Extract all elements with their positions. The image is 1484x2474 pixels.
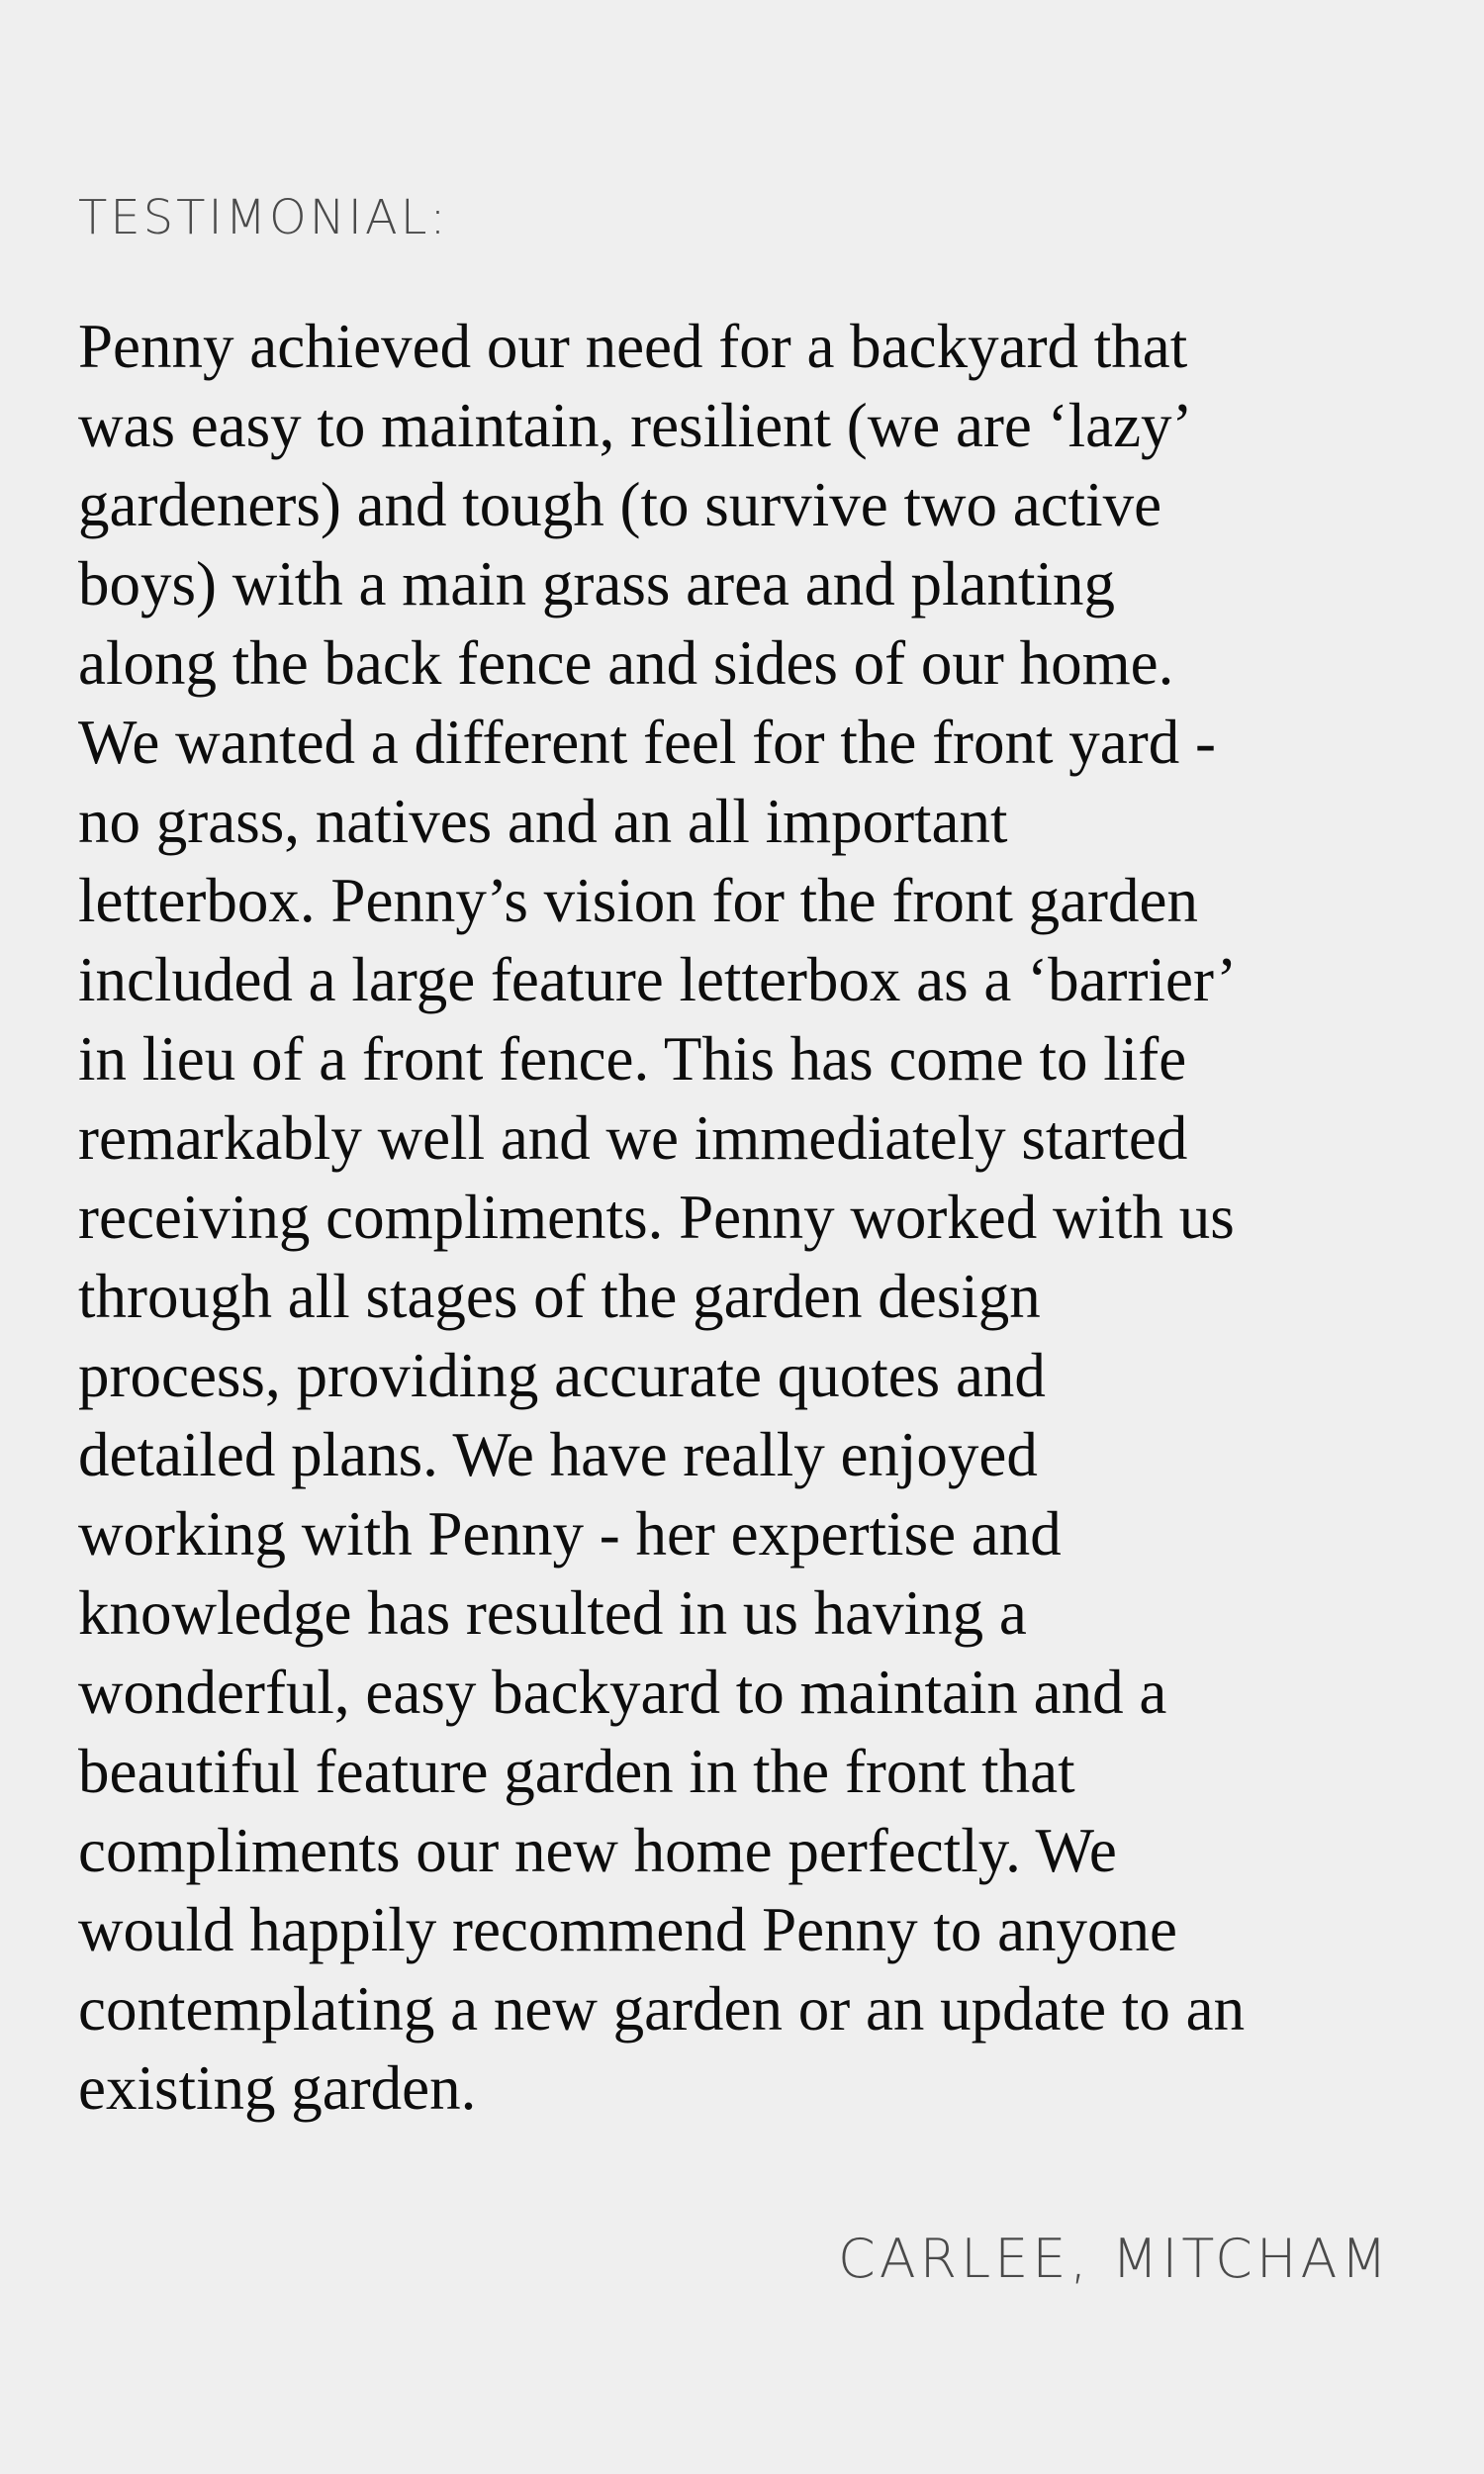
quote-line: boys) with a main grass area and planting <box>78 549 1115 618</box>
quote-line: working with Penny - her expertise and <box>78 1499 1062 1569</box>
quote-line: in lieu of a front fence. This has come to life <box>78 1024 1187 1094</box>
quote-line: We wanted a different feel for the front yard - <box>78 708 1216 777</box>
quote-line: wonderful, easy backyard to maintain and a <box>78 1658 1167 1727</box>
quote-line: along the back fence and sides of our home. <box>78 628 1174 698</box>
quote-line: was easy to maintain, resilient (we are ‘lazy’ <box>78 391 1193 460</box>
quote-line: no grass, natives and an all important <box>78 787 1008 856</box>
quote-line: beautiful feature garden in the front that <box>78 1737 1075 1806</box>
quote-line: detailed plans. We have really enjoyed <box>78 1420 1038 1489</box>
testimonial-label: TESTIMONIAL: <box>78 190 449 245</box>
testimonial-quote <box>78 307 1414 2128</box>
quote-line: contemplating a new garden or an update to an <box>78 1974 1246 2044</box>
testimonial-author: CARLEE, MITCHAM <box>838 2228 1391 2290</box>
quote-line: compliments our new home perfectly. We <box>78 1816 1117 1885</box>
quote-line: would happily recommend Penny to anyone <box>78 1895 1178 1964</box>
quote-line: Penny achieved our need for a backyard that <box>78 312 1188 381</box>
quote-line: process, providing accurate quotes and <box>78 1341 1046 1410</box>
quote-line: letterbox. Penny’s vision for the front garden <box>78 866 1199 935</box>
quote-line: included a large feature letterbox as a ‘barrier’ <box>78 945 1238 1014</box>
quote-line: receiving compliments. Penny worked with us <box>78 1183 1235 1252</box>
quote-line: through all stages of the garden design <box>78 1262 1041 1331</box>
quote-line: remarkably well and we immediately started <box>78 1103 1188 1173</box>
quote-line: knowledge has resulted in us having a <box>78 1578 1027 1648</box>
quote-line: gardeners) and tough (to survive two active <box>78 470 1162 539</box>
quote-line: existing garden. <box>78 2053 477 2123</box>
